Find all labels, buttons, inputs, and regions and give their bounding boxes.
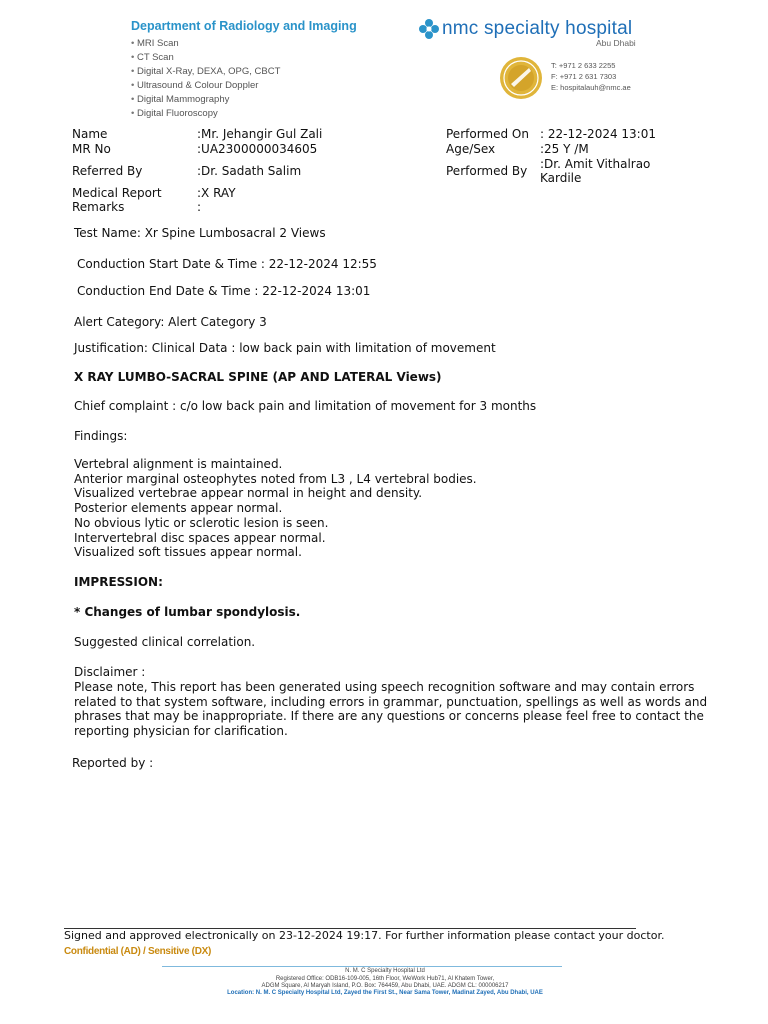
email-text: E: hospitalauh@nmc.ae <box>551 83 631 92</box>
brand-city: Abu Dhabi <box>596 38 636 48</box>
mrno-label: MR No <box>72 142 111 156</box>
conduction-start: Conduction Start Date & Time : 22-12-2024 12:55 <box>77 257 377 271</box>
signed-approval: Signed and approved electronically on 23-12-2024 19:17. For further information please contact your doctor. <box>64 929 665 942</box>
performed-by-label: Performed By <box>446 164 528 178</box>
findings-heading: Findings: <box>74 429 128 443</box>
name-label: Name <box>72 127 108 141</box>
registered-office-1: Registered Office: ODB16-109-005, 16th Floor, WeWork Hub71, Al Khatem Tower, <box>275 976 495 982</box>
suggestion-text: Suggested clinical correlation. <box>74 635 256 649</box>
remarks-label: Remarks <box>72 200 125 214</box>
findings-list <box>74 457 694 560</box>
disclaimer-line: related to that system software, including errors in grammar, punctuation, spellings as well as words and <box>74 694 708 709</box>
department-title: Department of Radiology and Imaging <box>131 19 357 33</box>
alert-category: Alert Category: Alert Category 3 <box>74 315 267 329</box>
performed-by-value: :Dr. Amit Vithalrao <box>540 157 651 171</box>
disclaimer-line: Please note, This report has been generated using speech recognition software and may contain errors <box>74 680 695 694</box>
disclaimer-line: phrases that may be inappropriate. If there are any questions or concerns please feel free to contact the <box>74 709 704 724</box>
footer-divider <box>162 966 562 967</box>
referred-by-value: :Dr. Sadath Salim <box>197 164 302 178</box>
performed-on-value: : 22-12-2024 13:01 <box>540 127 656 141</box>
service-item: • CT Scan <box>131 51 280 65</box>
confidential-label: Confidential (AD) / Sensitive (DX) <box>64 946 212 957</box>
age-sex-label: Age/Sex <box>446 142 496 156</box>
service-item: • Digital X-Ray, DEXA, OPG, CBCT <box>131 65 280 79</box>
fax-text: F: +971 2 631 7303 <box>551 72 617 81</box>
impression-text: * Changes of lumbar spondylosis. <box>74 605 301 619</box>
report-title: X RAY LUMBO-SACRAL SPINE (AP AND LATERAL Views) <box>74 370 442 384</box>
disclaimer-text <box>74 680 714 739</box>
phone-text: T: +971 2 633 2255 <box>551 61 616 70</box>
registered-office-2: ADGM Square, Al Maryah Island, P.O. Box: 764459, Abu Dhabi, UAE. ADGM CL: 000006217 <box>261 983 509 989</box>
disclaimer-line: reporting physician for clarification. <box>74 724 288 739</box>
hospital-brand <box>418 18 632 40</box>
finding-item: Vertebral alignment is maintained. <box>74 457 283 471</box>
services-list <box>131 37 280 121</box>
hospital-location: Location: N. M. C Specialty Hospital Ltd, Zayed the First St., Near Sama Tower, Madinat Zayed, Abu Dhabi, UAE <box>227 990 543 996</box>
finding-item: Intervertebral disc spaces appear normal. <box>74 530 326 545</box>
justification: Justification: Clinical Data : low back pain with limitation of movement <box>74 341 496 355</box>
disclaimer-heading: Disclaimer : <box>74 665 146 679</box>
brand-name: nmc specialty hospital <box>442 18 633 39</box>
performed-on-label: Performed On <box>446 127 529 141</box>
medical-report-value: :X RAY <box>197 186 236 200</box>
finding-item: Visualized soft tissues appear normal. <box>74 545 302 560</box>
age-sex-value: :25 Y /M <box>540 142 589 156</box>
performed-by-value-cont: Kardile <box>540 171 582 185</box>
chief-complaint: Chief complaint : c/o low back pain and limitation of movement for 3 months <box>74 399 537 413</box>
service-item: • MRI Scan <box>131 37 280 51</box>
remarks-value: : <box>197 200 202 214</box>
finding-item: Anterior marginal osteophytes noted from L3 , L4 vertebral bodies. <box>74 471 477 486</box>
conduction-end: Conduction End Date & Time : 22-12-2024 13:01 <box>77 284 371 298</box>
company-name: N. M. C Specialty Hospital Ltd <box>345 968 425 974</box>
finding-item: No obvious lytic or sclerotic lesion is seen. <box>74 515 329 530</box>
test-name: Test Name: Xr Spine Lumbosacral 2 Views <box>74 226 326 240</box>
service-item: • Digital Fluoroscopy <box>131 107 280 121</box>
mrno-value: :UA2300000034605 <box>197 142 318 156</box>
finding-item: Posterior elements appear normal. <box>74 501 283 516</box>
service-item: • Ultrasound & Colour Doppler <box>131 79 280 93</box>
name-value: :Mr. Jehangir Gul Zali <box>197 127 323 141</box>
medical-report-label: Medical Report <box>72 186 162 200</box>
service-item: • Digital Mammography <box>131 93 280 107</box>
contact-details <box>551 60 631 93</box>
accreditation-seal-icon <box>499 56 543 100</box>
referred-by-label: Referred By <box>72 164 143 178</box>
finding-item: Visualized vertebrae appear normal in height and density. <box>74 486 423 501</box>
reported-by: Reported by : <box>72 756 154 770</box>
impression-heading: IMPRESSION: <box>74 575 163 589</box>
nmc-flower-logo-icon <box>418 18 440 40</box>
